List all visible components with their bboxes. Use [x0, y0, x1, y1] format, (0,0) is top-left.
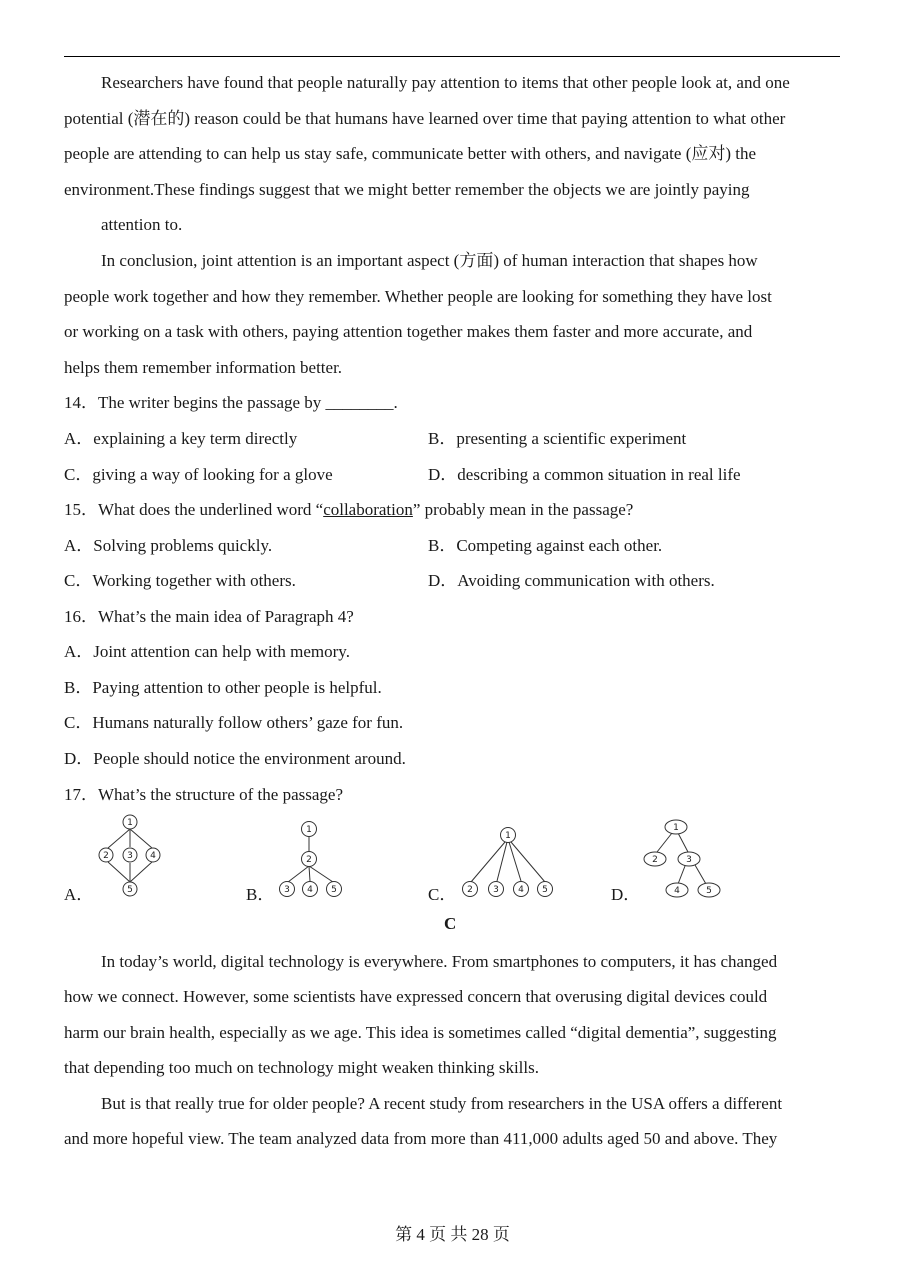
- q14-option-c[interactable]: C．giving a way of looking for a glove: [64, 465, 333, 484]
- q15-stem-after: ” probably mean in the passage?: [412, 500, 634, 519]
- paragraph-line: environment.These findings suggest that we might better remember the objects we are jointly paying: [64, 180, 750, 199]
- node-number: 3: [686, 855, 692, 865]
- header-rule: [64, 56, 840, 57]
- paragraph-line: In conclusion, joint attention is an important aspect (方面) of human interaction that shapes how: [101, 251, 758, 270]
- paragraph-line: potential (潜在的) reason could be that humans have learned over time that paying attention to what other: [64, 109, 786, 128]
- paragraph-line: how we connect. However, some scientists have expressed concern that overusing digital devices could: [64, 987, 768, 1006]
- q14-option-b[interactable]: B．presenting a scientific experiment: [428, 429, 687, 448]
- q16-option-b[interactable]: B．Paying attention to other people is helpful.: [64, 678, 382, 697]
- question-15-stem: [64, 500, 854, 520]
- q15-option-a[interactable]: A．Solving problems quickly.: [64, 536, 273, 555]
- paragraph-line: and more hopeful view. The team analyzed data from more than 411,000 adults aged 50 and above. They: [64, 1129, 778, 1148]
- q15-stem-before: 15．What does the underlined word “: [64, 500, 324, 519]
- paragraph-line: people are attending to can help us stay safe, communicate better with others, and navigate (应对) the: [64, 144, 757, 163]
- node-number: 4: [150, 851, 156, 861]
- page-footer: 第 4 页 共 28 页: [395, 1225, 510, 1244]
- node-number: 4: [518, 885, 524, 895]
- paragraph-line: Researchers have found that people naturally pay attention to items that other people look at, and one: [101, 73, 790, 92]
- q17-option-c-label[interactable]: C．: [428, 885, 457, 904]
- node-number: 4: [307, 885, 313, 895]
- node-number: 4: [674, 886, 680, 896]
- node-number: 5: [331, 885, 337, 895]
- paragraph-line: harm our brain health, especially as we age. This idea is sometimes called “digital dementia”, suggesting: [64, 1023, 777, 1042]
- node-number: 1: [505, 831, 511, 841]
- structure-diagram-b: [270, 815, 350, 910]
- node-number: 3: [493, 885, 499, 895]
- q14-option-a[interactable]: A．explaining a key term directly: [64, 429, 298, 448]
- question-14-stem: 14．The writer begins the passage by ________.: [64, 393, 398, 412]
- paragraph-line: But is that really true for older people? A recent study from researchers in the USA offers a different: [101, 1094, 783, 1113]
- q17-option-b-label[interactable]: B．: [246, 885, 275, 904]
- q15-option-d[interactable]: D．Avoiding communication with others.: [428, 571, 715, 590]
- node-number: 2: [306, 855, 312, 865]
- structure-diagram-c: [452, 818, 562, 908]
- paragraph-line: In today’s world, digital technology is everywhere. From smartphones to computers, it has changed: [101, 952, 778, 971]
- q14-option-d[interactable]: D．describing a common situation in real life: [428, 465, 741, 484]
- q17-option-d-label[interactable]: D．: [611, 885, 641, 904]
- paragraph-line: attention to.: [101, 215, 183, 234]
- question-17-stem: 17．What’s the structure of the passage?: [64, 785, 343, 804]
- q15-option-c[interactable]: C．Working together with others.: [64, 571, 296, 590]
- paragraph-line: people work together and how they remember. Whether people are looking for something they have lost: [64, 287, 772, 306]
- node-number: 5: [706, 886, 712, 896]
- q16-option-a[interactable]: A．Joint attention can help with memory.: [64, 642, 350, 661]
- q17-option-a-label[interactable]: A．: [64, 885, 94, 904]
- node-number: 3: [284, 885, 290, 895]
- node-number: 5: [542, 885, 548, 895]
- node-number: 1: [673, 823, 679, 833]
- node-number: 1: [127, 818, 133, 828]
- question-16-stem: 16．What’s the main idea of Paragraph 4?: [64, 607, 354, 626]
- paragraph-line: or working on a task with others, paying attention together makes them faster and more accurate, and: [64, 322, 753, 341]
- q16-option-d[interactable]: D．People should notice the environment around.: [64, 749, 406, 768]
- q16-option-c[interactable]: C．Humans naturally follow others’ gaze for fun.: [64, 713, 404, 732]
- node-number: 2: [652, 855, 658, 865]
- structure-diagram-a: [92, 812, 172, 907]
- section-heading: C: [444, 914, 457, 933]
- q15-option-b[interactable]: B．Competing against each other.: [428, 536, 663, 555]
- paragraph-line: helps them remember information better.: [64, 358, 343, 377]
- underlined-word: collaboration: [323, 500, 413, 519]
- structure-diagram-d: [638, 812, 728, 907]
- node-number: 5: [127, 885, 133, 895]
- node-number: 2: [467, 885, 473, 895]
- node-number: 3: [127, 851, 133, 861]
- node-number: 1: [306, 825, 312, 835]
- node-number: 2: [103, 851, 109, 861]
- paragraph-line: that depending too much on technology might weaken thinking skills.: [64, 1058, 539, 1077]
